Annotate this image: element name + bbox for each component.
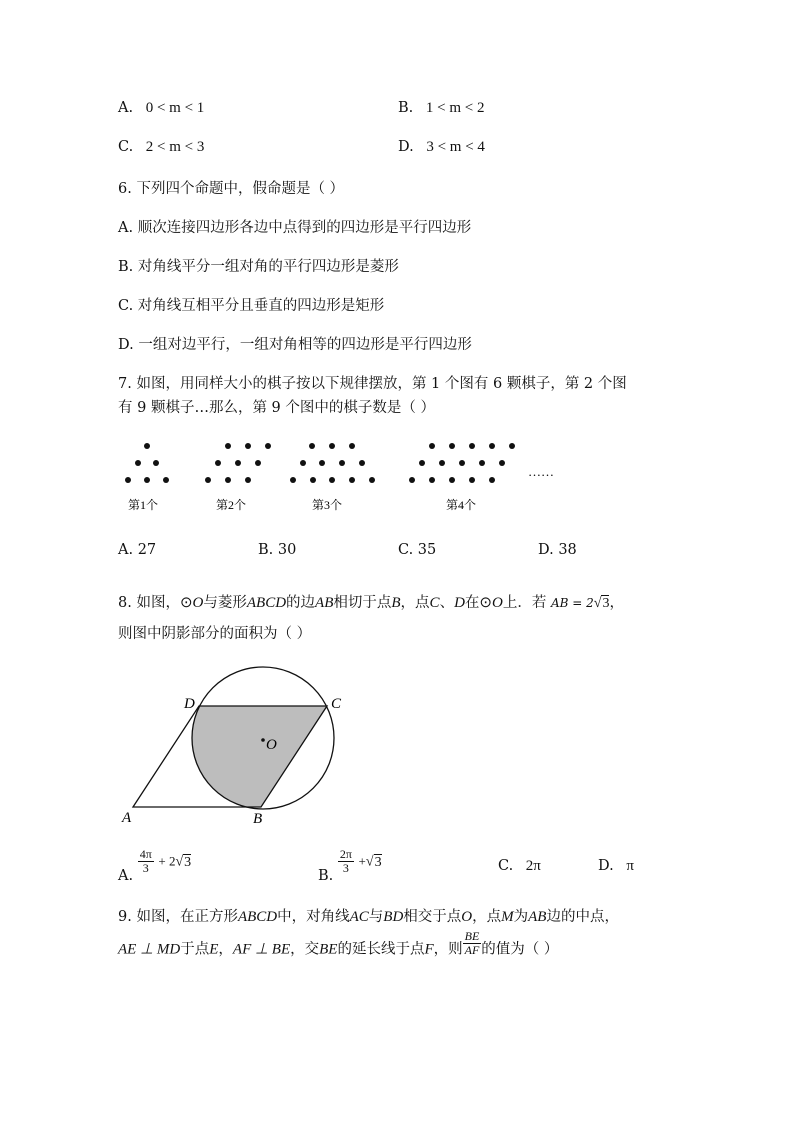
- q7-stem-line2: 有 9 颗棋子…那么，第 9 个图中的棋子数是（ ）: [118, 400, 435, 416]
- text: 与: [368, 909, 384, 925]
- q8-option-d: [598, 858, 634, 875]
- math-var: AB: [528, 909, 547, 925]
- denominator: 3: [342, 861, 349, 876]
- label-a: A: [122, 810, 132, 826]
- math-var: AC: [349, 909, 369, 925]
- q6-option-c: C. 对角线互相平分且垂直的四边形是矩形: [118, 298, 385, 314]
- text: 边的中点，: [546, 909, 619, 925]
- math-var: F: [424, 941, 434, 958]
- text: 9. 如图，在正方形: [118, 909, 238, 925]
- q7-option-c: C. 35: [398, 542, 437, 558]
- q5-option-c: [118, 139, 204, 156]
- text: 相切于点: [333, 595, 392, 611]
- figure-label-1: 第1个: [128, 498, 159, 512]
- pattern-3: [290, 443, 375, 483]
- q7-option-d: D. 38: [538, 542, 577, 558]
- text: 的值为（ ）: [481, 941, 559, 958]
- q5-option-b: [398, 100, 484, 117]
- text: 于点: [180, 941, 210, 958]
- radicand: 3: [374, 854, 382, 870]
- pattern-2: [205, 443, 271, 483]
- pattern-1: [125, 443, 169, 483]
- figure-label-4: 第4个: [446, 498, 477, 512]
- fraction: [463, 930, 482, 957]
- fraction: [338, 848, 354, 875]
- q8-stem-line1: [118, 591, 624, 612]
- text: 上．若: [502, 595, 547, 611]
- option-expr: 2 < m < 3: [145, 139, 205, 155]
- text: 的延长线于点: [337, 941, 425, 958]
- option-expr: 3 < m < 4: [426, 139, 485, 155]
- fraction: [138, 848, 154, 875]
- math-expr: AE ⊥ MD: [118, 941, 181, 958]
- sqrt-expr: √3: [365, 854, 382, 870]
- math-var: BD: [383, 909, 404, 925]
- q9-stem-line2: [118, 929, 559, 963]
- option-expr: 1 < m < 2: [425, 100, 485, 116]
- option-label: D.: [598, 858, 614, 874]
- text: ，点: [400, 595, 430, 611]
- math-var: AB: [315, 595, 334, 611]
- math-var: C: [429, 595, 440, 611]
- text: 与菱形: [203, 595, 247, 611]
- q8-option-c: [498, 858, 541, 875]
- label-o: O: [266, 737, 277, 753]
- q8-geometry-figure: [110, 660, 360, 835]
- q5-option-d: [398, 139, 485, 156]
- figure-label-2: 第2个: [216, 498, 247, 512]
- pattern-4: [409, 443, 515, 483]
- q7-stem-line1: 7. 如图，用同样大小的棋子按以下规律摆放，第 1 个图有 6 颗棋子，第 2 个图: [118, 376, 627, 392]
- option-label: D.: [398, 139, 414, 155]
- option-value: 2π: [525, 858, 541, 874]
- q6-option-a: A. 顺次连接四边形各边中点得到的四边形是平行四边形: [118, 220, 472, 236]
- radicand: 3: [602, 596, 610, 611]
- text: ，则: [433, 941, 463, 958]
- math-var: D: [454, 595, 465, 611]
- center-point: [261, 738, 265, 742]
- numerator: BE: [464, 929, 480, 943]
- math-var: BE: [319, 941, 338, 958]
- option-label: A.: [118, 867, 134, 884]
- numerator: 2π: [339, 847, 352, 861]
- text: 8. 如图，: [118, 595, 180, 611]
- text: ，点: [472, 909, 502, 925]
- shaded-region: [133, 706, 327, 807]
- q8-option-a: [118, 847, 192, 884]
- option-label: C.: [118, 139, 134, 155]
- radicand: 3: [184, 854, 192, 870]
- plus-term: + 2: [158, 853, 176, 869]
- math-var: O: [192, 595, 204, 611]
- label-d: D: [184, 696, 195, 712]
- plus-term: +: [358, 853, 366, 869]
- q6-option-d: D. 一组对边平行，一组对角相等的四边形是平行四边形: [118, 337, 472, 353]
- text: 、: [439, 595, 455, 611]
- math-var: O: [461, 909, 473, 925]
- math-var: ABCD: [246, 595, 287, 611]
- math-var: ABCD: [237, 909, 278, 925]
- q7-option-a: A. 27: [118, 542, 157, 558]
- option-label: A.: [118, 100, 134, 116]
- text: 中，对角线: [277, 909, 350, 925]
- text: 在: [464, 595, 480, 611]
- math-expr: AF ⊥ BE: [232, 941, 291, 958]
- q8-option-b: [318, 847, 382, 884]
- text: 相交于点: [403, 909, 462, 925]
- text: ，: [218, 941, 233, 958]
- q6-option-b: B. 对角线平分一组对角的平行四边形是菱形: [118, 259, 399, 275]
- text: ，: [609, 595, 624, 611]
- condition-expr: AB = 2: [550, 596, 594, 610]
- figure-label-3: 第3个: [312, 498, 343, 512]
- numerator: 4π: [139, 847, 152, 861]
- sqrt-expr: √3: [593, 596, 610, 611]
- math-var: E: [209, 941, 219, 958]
- circle-symbol: ⊙: [479, 595, 492, 611]
- q6-stem: 6. 下列四个命题中，假命题是（ ）: [118, 181, 345, 197]
- label-b: B: [253, 811, 263, 827]
- text: 的边: [286, 595, 316, 611]
- denominator: 3: [142, 861, 149, 876]
- option-label: B.: [318, 867, 334, 884]
- math-var: M: [501, 909, 514, 925]
- option-value: π: [626, 858, 634, 874]
- option-label: B.: [398, 100, 414, 116]
- circle-symbol: ⊙: [179, 595, 193, 611]
- denominator: AF: [464, 943, 480, 958]
- q9-stem-line1: [118, 905, 619, 926]
- q7-option-b: B. 30: [258, 542, 297, 558]
- q7-chess-figure: [110, 430, 580, 520]
- math-var: O: [491, 595, 503, 611]
- q8-stem-line2: 则图中阴影部分的面积为（ ）: [118, 626, 312, 642]
- sqrt-expr: √3: [175, 854, 192, 870]
- math-var: B: [391, 595, 401, 611]
- ellipsis: ……: [528, 464, 554, 479]
- option-label: C.: [498, 858, 514, 874]
- text: 为: [513, 909, 529, 925]
- option-expr: 0 < m < 1: [145, 100, 205, 116]
- q5-option-a: [118, 100, 204, 117]
- label-c: C: [331, 696, 342, 712]
- text: ，交: [290, 941, 320, 958]
